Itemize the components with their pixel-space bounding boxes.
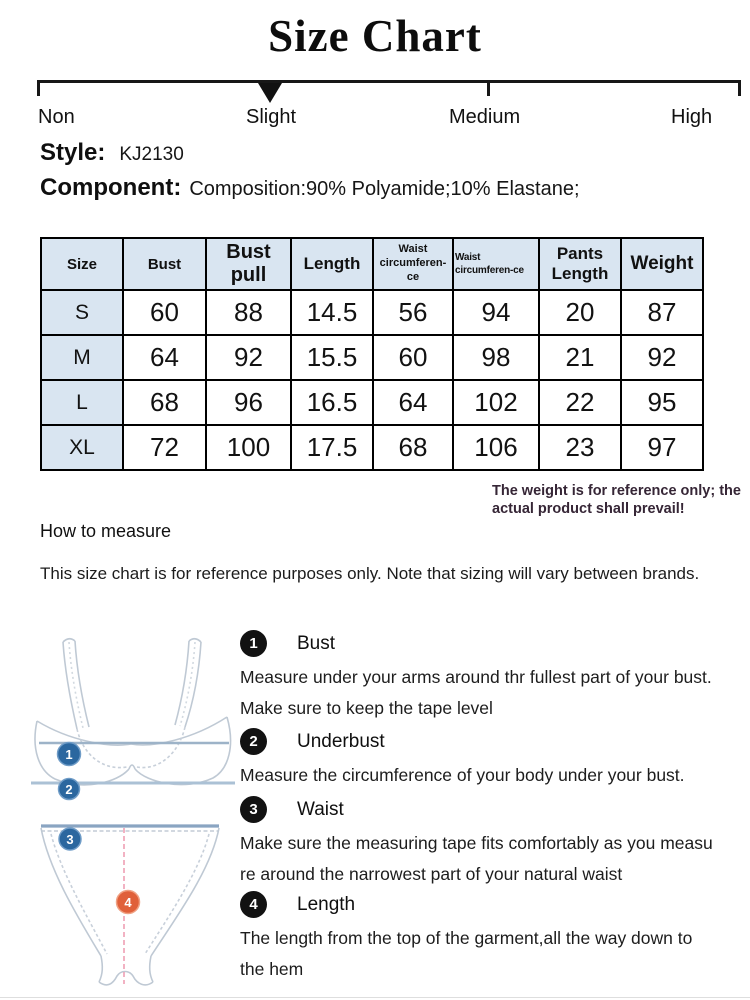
weight-note-line: The weight is for reference only; the xyxy=(492,483,741,499)
scale-label-slight: Slight xyxy=(246,106,297,128)
cell-value: 102 xyxy=(453,380,539,425)
component-label: Component: xyxy=(40,174,182,201)
measure-item-text: Make sure to keep the tape level xyxy=(240,698,493,718)
marker-2-icon xyxy=(59,779,80,800)
cell-value: 22 xyxy=(539,380,621,425)
cell-value: 96 xyxy=(206,380,291,425)
cell-value: 72 xyxy=(123,425,206,470)
col-header-weight: Weight xyxy=(621,238,703,290)
cell-value: 60 xyxy=(123,290,206,335)
col-header-pants-length: Pants Length xyxy=(539,238,621,290)
table-row-s xyxy=(41,290,703,335)
panties-illustration xyxy=(25,812,240,994)
table-row-l xyxy=(41,380,703,425)
col-header-size: Size xyxy=(41,238,123,290)
svg-text:1: 1 xyxy=(65,747,73,762)
measure-item-text: the hem xyxy=(240,959,304,979)
page-bottom-divider xyxy=(0,997,750,998)
measure-item-title: Length xyxy=(297,893,356,915)
cell-size: XL xyxy=(41,425,123,470)
cell-size: L xyxy=(41,380,123,425)
scale-tick-medium xyxy=(487,80,490,96)
measure-item-text: Measure the circumference of your body under your bust. xyxy=(240,765,685,785)
col-header-bust: Bust xyxy=(123,238,206,290)
cell-value: 64 xyxy=(373,380,453,425)
marker-4-icon xyxy=(117,891,140,914)
cell-value: 92 xyxy=(206,335,291,380)
marker-1-icon xyxy=(58,743,81,766)
scale-tick-right xyxy=(738,80,741,96)
measure-item-title: Underbust xyxy=(297,730,385,752)
scale-label-medium: Medium xyxy=(449,106,521,128)
table-header-row xyxy=(41,238,703,290)
cell-value: 106 xyxy=(453,425,539,470)
cell-value: 68 xyxy=(123,380,206,425)
table-row-xl xyxy=(41,425,703,470)
style-row xyxy=(40,139,184,167)
measure-item-text: The length from the top of the garment,all the way down to xyxy=(240,928,693,948)
cell-value: 100 xyxy=(206,425,291,470)
component-value: Composition:90% Polyamide;10% Elastane; xyxy=(189,178,580,200)
scale-label-high: High xyxy=(671,106,713,128)
scale-indicator-triangle-icon xyxy=(258,83,282,103)
col-header-waist-circumference-1: Waist circumferen-ce xyxy=(373,238,453,290)
cell-value: 20 xyxy=(539,290,621,335)
col-header-waist-circumference-2: Waist circumferen-ce xyxy=(453,238,539,290)
scale-line xyxy=(37,80,741,83)
cell-value: 94 xyxy=(453,290,539,335)
svg-text:2: 2 xyxy=(65,782,73,797)
measure-item-title: Bust xyxy=(297,632,336,654)
cell-value: 68 xyxy=(373,425,453,470)
number-4-icon: 4 xyxy=(240,891,267,918)
size-table xyxy=(40,237,704,471)
marker-3-icon xyxy=(59,828,81,850)
cell-value: 98 xyxy=(453,335,539,380)
cell-value: 15.5 xyxy=(291,335,373,380)
cell-value: 87 xyxy=(621,290,703,335)
cell-value: 64 xyxy=(123,335,206,380)
cell-value: 56 xyxy=(373,290,453,335)
bra-illustration xyxy=(25,633,240,805)
number-2-icon: 2 xyxy=(240,728,267,755)
measure-item-title: Waist xyxy=(297,798,344,820)
measure-item-length xyxy=(240,891,750,985)
cell-value: 23 xyxy=(539,425,621,470)
style-value: KJ2130 xyxy=(119,144,184,165)
cell-value: 21 xyxy=(539,335,621,380)
weight-note-line: actual product shall prevail! xyxy=(492,500,685,517)
measure-item-waist xyxy=(240,796,750,890)
col-header-length: Length xyxy=(291,238,373,290)
cell-size: S xyxy=(41,290,123,335)
cell-value: 17.5 xyxy=(291,425,373,470)
weight-note xyxy=(492,483,744,518)
cell-value: 14.5 xyxy=(291,290,373,335)
scale-tick-left xyxy=(37,80,40,96)
number-3-icon: 3 xyxy=(240,796,267,823)
svg-text:3: 3 xyxy=(66,832,74,847)
cell-value: 95 xyxy=(621,380,703,425)
scale-label-non: Non xyxy=(38,106,75,128)
measure-item-bust xyxy=(240,630,750,724)
svg-text:4: 4 xyxy=(124,895,132,910)
component-row xyxy=(40,174,580,202)
measure-item-text: Measure under your arms around thr fullest part of your bust. xyxy=(240,667,712,687)
cell-value: 88 xyxy=(206,290,291,335)
number-1-icon: 1 xyxy=(240,630,267,657)
measure-item-text: re around the narrowest part of your natural waist xyxy=(240,864,623,884)
style-label: Style: xyxy=(40,139,106,166)
sizing-disclaimer: This size chart is for reference purposes only. Note that sizing will vary between brands. xyxy=(40,564,700,583)
cell-size: M xyxy=(41,335,123,380)
cell-value: 92 xyxy=(621,335,703,380)
measure-item-underbust xyxy=(240,728,750,791)
cell-value: 97 xyxy=(621,425,703,470)
page-title: Size Chart xyxy=(268,11,482,61)
how-to-measure-heading: How to measure xyxy=(40,521,172,541)
cell-value: 16.5 xyxy=(291,380,373,425)
measure-item-text: Make sure the measuring tape fits comfortably as you measu xyxy=(240,833,713,853)
cell-value: 60 xyxy=(373,335,453,380)
table-row-m xyxy=(41,335,703,380)
col-header-bust-pull: Bust pull xyxy=(206,238,291,290)
